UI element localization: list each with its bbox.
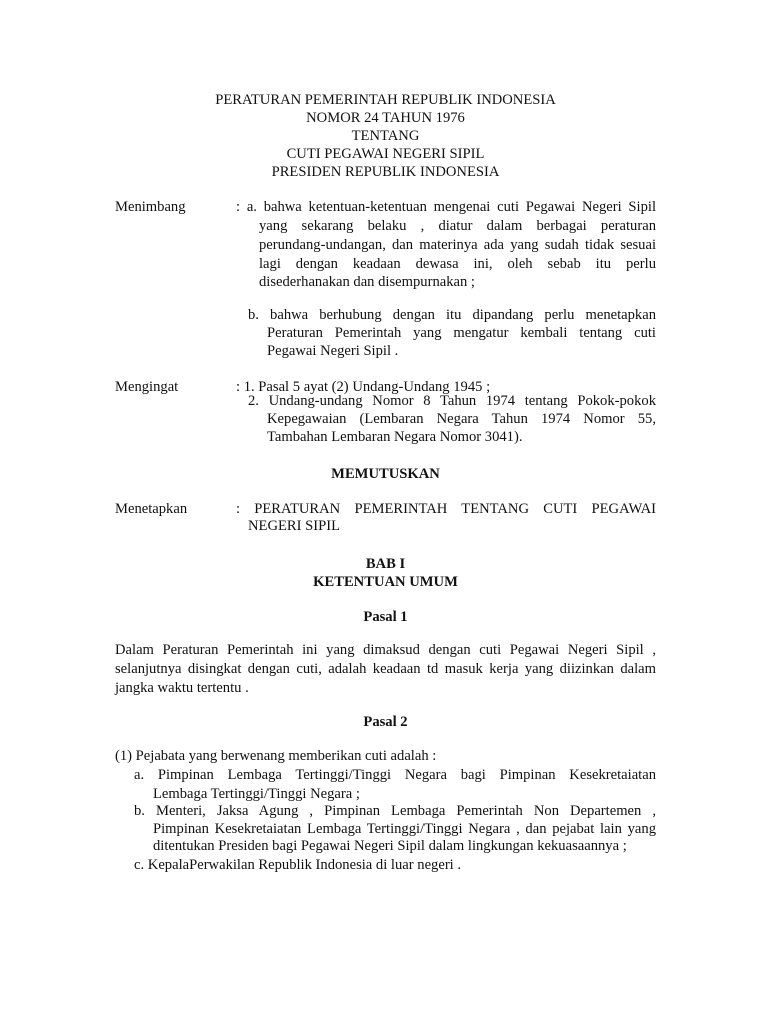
menimbang-b-line-2: Peraturan Pemerintah yang mengatur kembali tentang cuti bbox=[267, 325, 656, 341]
title-line-3: TENTANG bbox=[351, 128, 420, 144]
menimbang-a-line-5: disederhanakan dan disempurnakan ; bbox=[259, 274, 475, 290]
menetapkan-label: Menetapkan bbox=[115, 501, 188, 517]
pasal-2-heading: Pasal 2 bbox=[363, 714, 408, 730]
mengingat-line-3: Kepegawaian (Lembaran Negara Tahun 1974 Nomor 55, bbox=[267, 411, 656, 427]
menimbang-b-line-1: b. bahwa berhubung dengan itu dipandang perlu menetapkan bbox=[248, 307, 656, 323]
title-line-5: PRESIDEN REPUBLIK INDONESIA bbox=[271, 164, 500, 180]
title-line-1: PERATURAN PEMERINTAH REPUBLIK INDONESIA bbox=[215, 92, 556, 108]
menimbang-label: Menimbang bbox=[115, 199, 186, 215]
memutuskan-heading: MEMUTUSKAN bbox=[331, 466, 440, 482]
mengingat-line-4: Tambahan Lembaran Negara Nomor 3041). bbox=[267, 429, 523, 445]
pasal-2-b-line-1: b. Menteri, Jaksa Agung , Pimpinan Lembaga Pemerintah Non Departemen , bbox=[134, 803, 656, 819]
title-line-2: NOMOR 24 TAHUN 1976 bbox=[306, 110, 465, 126]
menimbang-a-line-1: : a. bahwa ketentuan-ketentuan mengenai cuti Pegawai Negeri Sipil bbox=[236, 199, 656, 215]
pasal-1-line-1: Dalam Peraturan Pemerintah ini yang dimaksud dengan cuti Pegawai Negeri Sipil , bbox=[115, 642, 656, 658]
pasal-2-intro: (1) Pejabata yang berwenang memberikan cuti adalah : bbox=[115, 748, 437, 764]
menetapkan-line-1: : PERATURAN PEMERINTAH TENTANG CUTI PEGAWAI bbox=[236, 501, 656, 517]
mengingat-line-2: 2. Undang-undang Nomor 8 Tahun 1974 tentang Pokok-pokok bbox=[248, 393, 656, 409]
pasal-2-c-line: c. KepalaPerwakilan Republik Indonesia di luar negeri . bbox=[134, 857, 462, 873]
pasal-2-b-line-3: ditentukan Presiden bagi Pegawai Negeri Sipil dalam lingkungan kekuasaannya ; bbox=[153, 838, 627, 854]
mengingat-line-1: : 1. Pasal 5 ayat (2) Undang-Undang 1945 ; bbox=[236, 379, 491, 395]
title-line-4: CUTI PEGAWAI NEGERI SIPIL bbox=[286, 146, 485, 162]
bab-number: BAB I bbox=[365, 556, 406, 572]
menimbang-a-line-3: perundang-undangan, dan materinya ada yang sudah tidak sesuai bbox=[259, 237, 656, 253]
mengingat-label: Mengingat bbox=[115, 379, 179, 395]
pasal-1-heading: Pasal 1 bbox=[363, 609, 408, 625]
bab-title: KETENTUAN UMUM bbox=[313, 574, 458, 590]
pasal-2-a-line-2: Lembaga Tertinggi/Tinggi Negara ; bbox=[153, 786, 360, 802]
pasal-1-line-3: jangka waktu tertentu . bbox=[115, 680, 249, 696]
menetapkan-line-2: NEGERI SIPIL bbox=[248, 518, 341, 534]
menimbang-a-line-4: lagi dengan keadaan dewasa ini, oleh sebab itu perlu bbox=[259, 256, 656, 272]
pasal-2-b-line-2: Pimpinan Kesekretaiatan Lembaga Tertinggi/Tinggi Negara , dan pejabat lain yang bbox=[153, 821, 656, 837]
pasal-1-line-2: selanjutnya disingkat dengan cuti, adalah keadaan td masuk kerja yang diizinkan dalam bbox=[115, 661, 656, 677]
menimbang-b-line-3: Pegawai Negeri Sipil . bbox=[267, 343, 399, 359]
menimbang-a-line-2: yang sekarang belaku , diatur dalam berbagai peraturan bbox=[259, 218, 656, 234]
pasal-2-a-line-1: a. Pimpinan Lembaga Tertinggi/Tinggi Negara bagi Pimpinan Kesekretaiatan bbox=[134, 767, 656, 783]
